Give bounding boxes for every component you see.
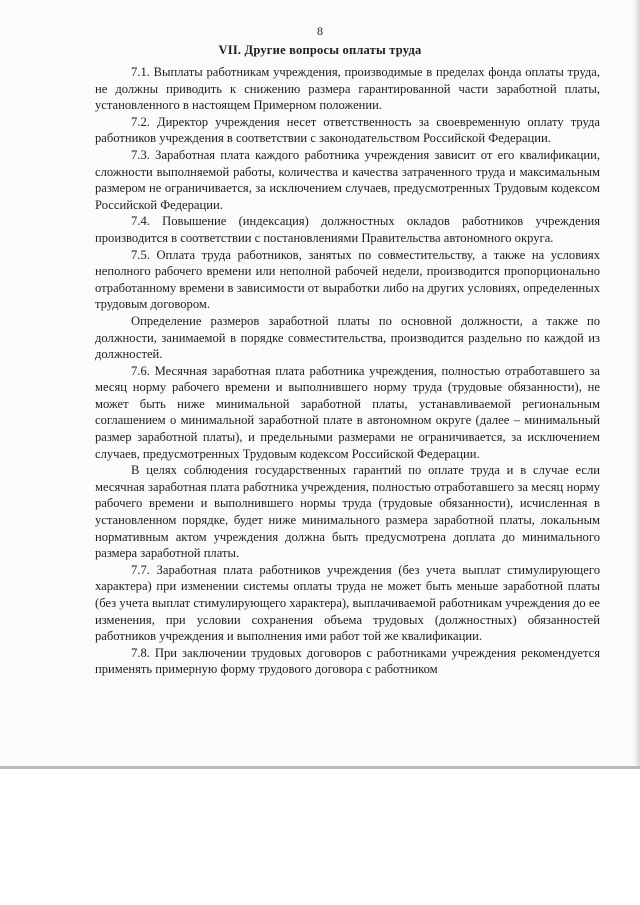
document-body [95,64,600,678]
paragraph-7-7: 7.7. Заработная плата работников учреждения (без учета выплат стимулирующего характера) при изменении системы оплаты труда не может быть меньше заработной платы (без учета выплат стимулирующего характера), выплачиваемой работникам учреждения до ее изменения, при условии сохранения объема трудовых (должностных) обязанностей работников учреждения и выполнения ими работ той же квалификации. [95,562,600,644]
section-title: VII. Другие вопросы оплаты труда [218,43,422,57]
paragraph-7-8: 7.8. При заключении трудовых договоров с работниками учреждения рекомендуется применять примерную форму трудового договора с работником [95,645,600,677]
paragraph-7-6: 7.6. Месячная заработная плата работника учреждения, полностью отработавшего за месяц норму рабочего времени и выполнившего норму труда (трудовые обязанности), не может быть ниже минимальной заработной платы, устанавливаемой региональным соглашением о минимальной заработной плате в автономном округе (далее – минимальный размер заработной платы), и предельными размерами не ограничивается, за исключением случаев, предусмотренных Трудовым кодексом Российской Федерации. [95,363,600,461]
page-number: 8 [317,24,323,38]
paragraph-7-2: 7.2. Директор учреждения несет ответственность за своевременную оплату труда работников учреждения в соответствии с законодательством Российской Федерации. [95,114,600,146]
paragraph-7-4: 7.4. Повышение (индексация) должностных окладов работников учреждения производится в соответствии с постановлениями Правительства автономного округа. [95,214,600,245]
paragraph-7-6-continued: В целях соблюдения государственных гарантий по оплате труда и в случае если месячная заработная плата работника учреждения, полностью отработавшего за месяц норму рабочего времени и выполнившего нормы труда (трудовые обязанности), исчисленная в установленном порядке, будет ниже минимального размера заработной платы, локальным нормативным актом учреждения должна быть предусмотрена доплата до минимального размера заработной платы. [95,463,600,561]
page-bottom-edge [0,766,640,769]
paragraph-7-1: 7.1. Выплаты работникам учреждения, производимые в пределах фонда оплаты труда, не должны приводить к снижению размера гарантированной части заработной платы, установленного в настоящем Примерном положении. [95,65,600,113]
paragraph-7-5-continued: Определение размеров заработной платы по основной должности, а также по должности, занимаемой в порядке совместительства, производится раздельно по каждой из должностей. [95,313,600,362]
paragraph-7-3: 7.3. Заработная плата каждого работника учреждения зависит от его квалификации, сложности выполняемой работы, количества и качества затраченного труда и максимальным размером не ограничивается, за исключением случаев, предусмотренных Трудовым кодексом Российской Федерации. [95,147,600,212]
paragraph-7-5: 7.5. Оплата труда работников, занятых по совместительству, а также на условиях неполного рабочего времени или неполной рабочей недели, производится пропорционально отработанному времени в зависимости от выработки либо на других условиях, определенных трудовым договором. [95,247,600,312]
